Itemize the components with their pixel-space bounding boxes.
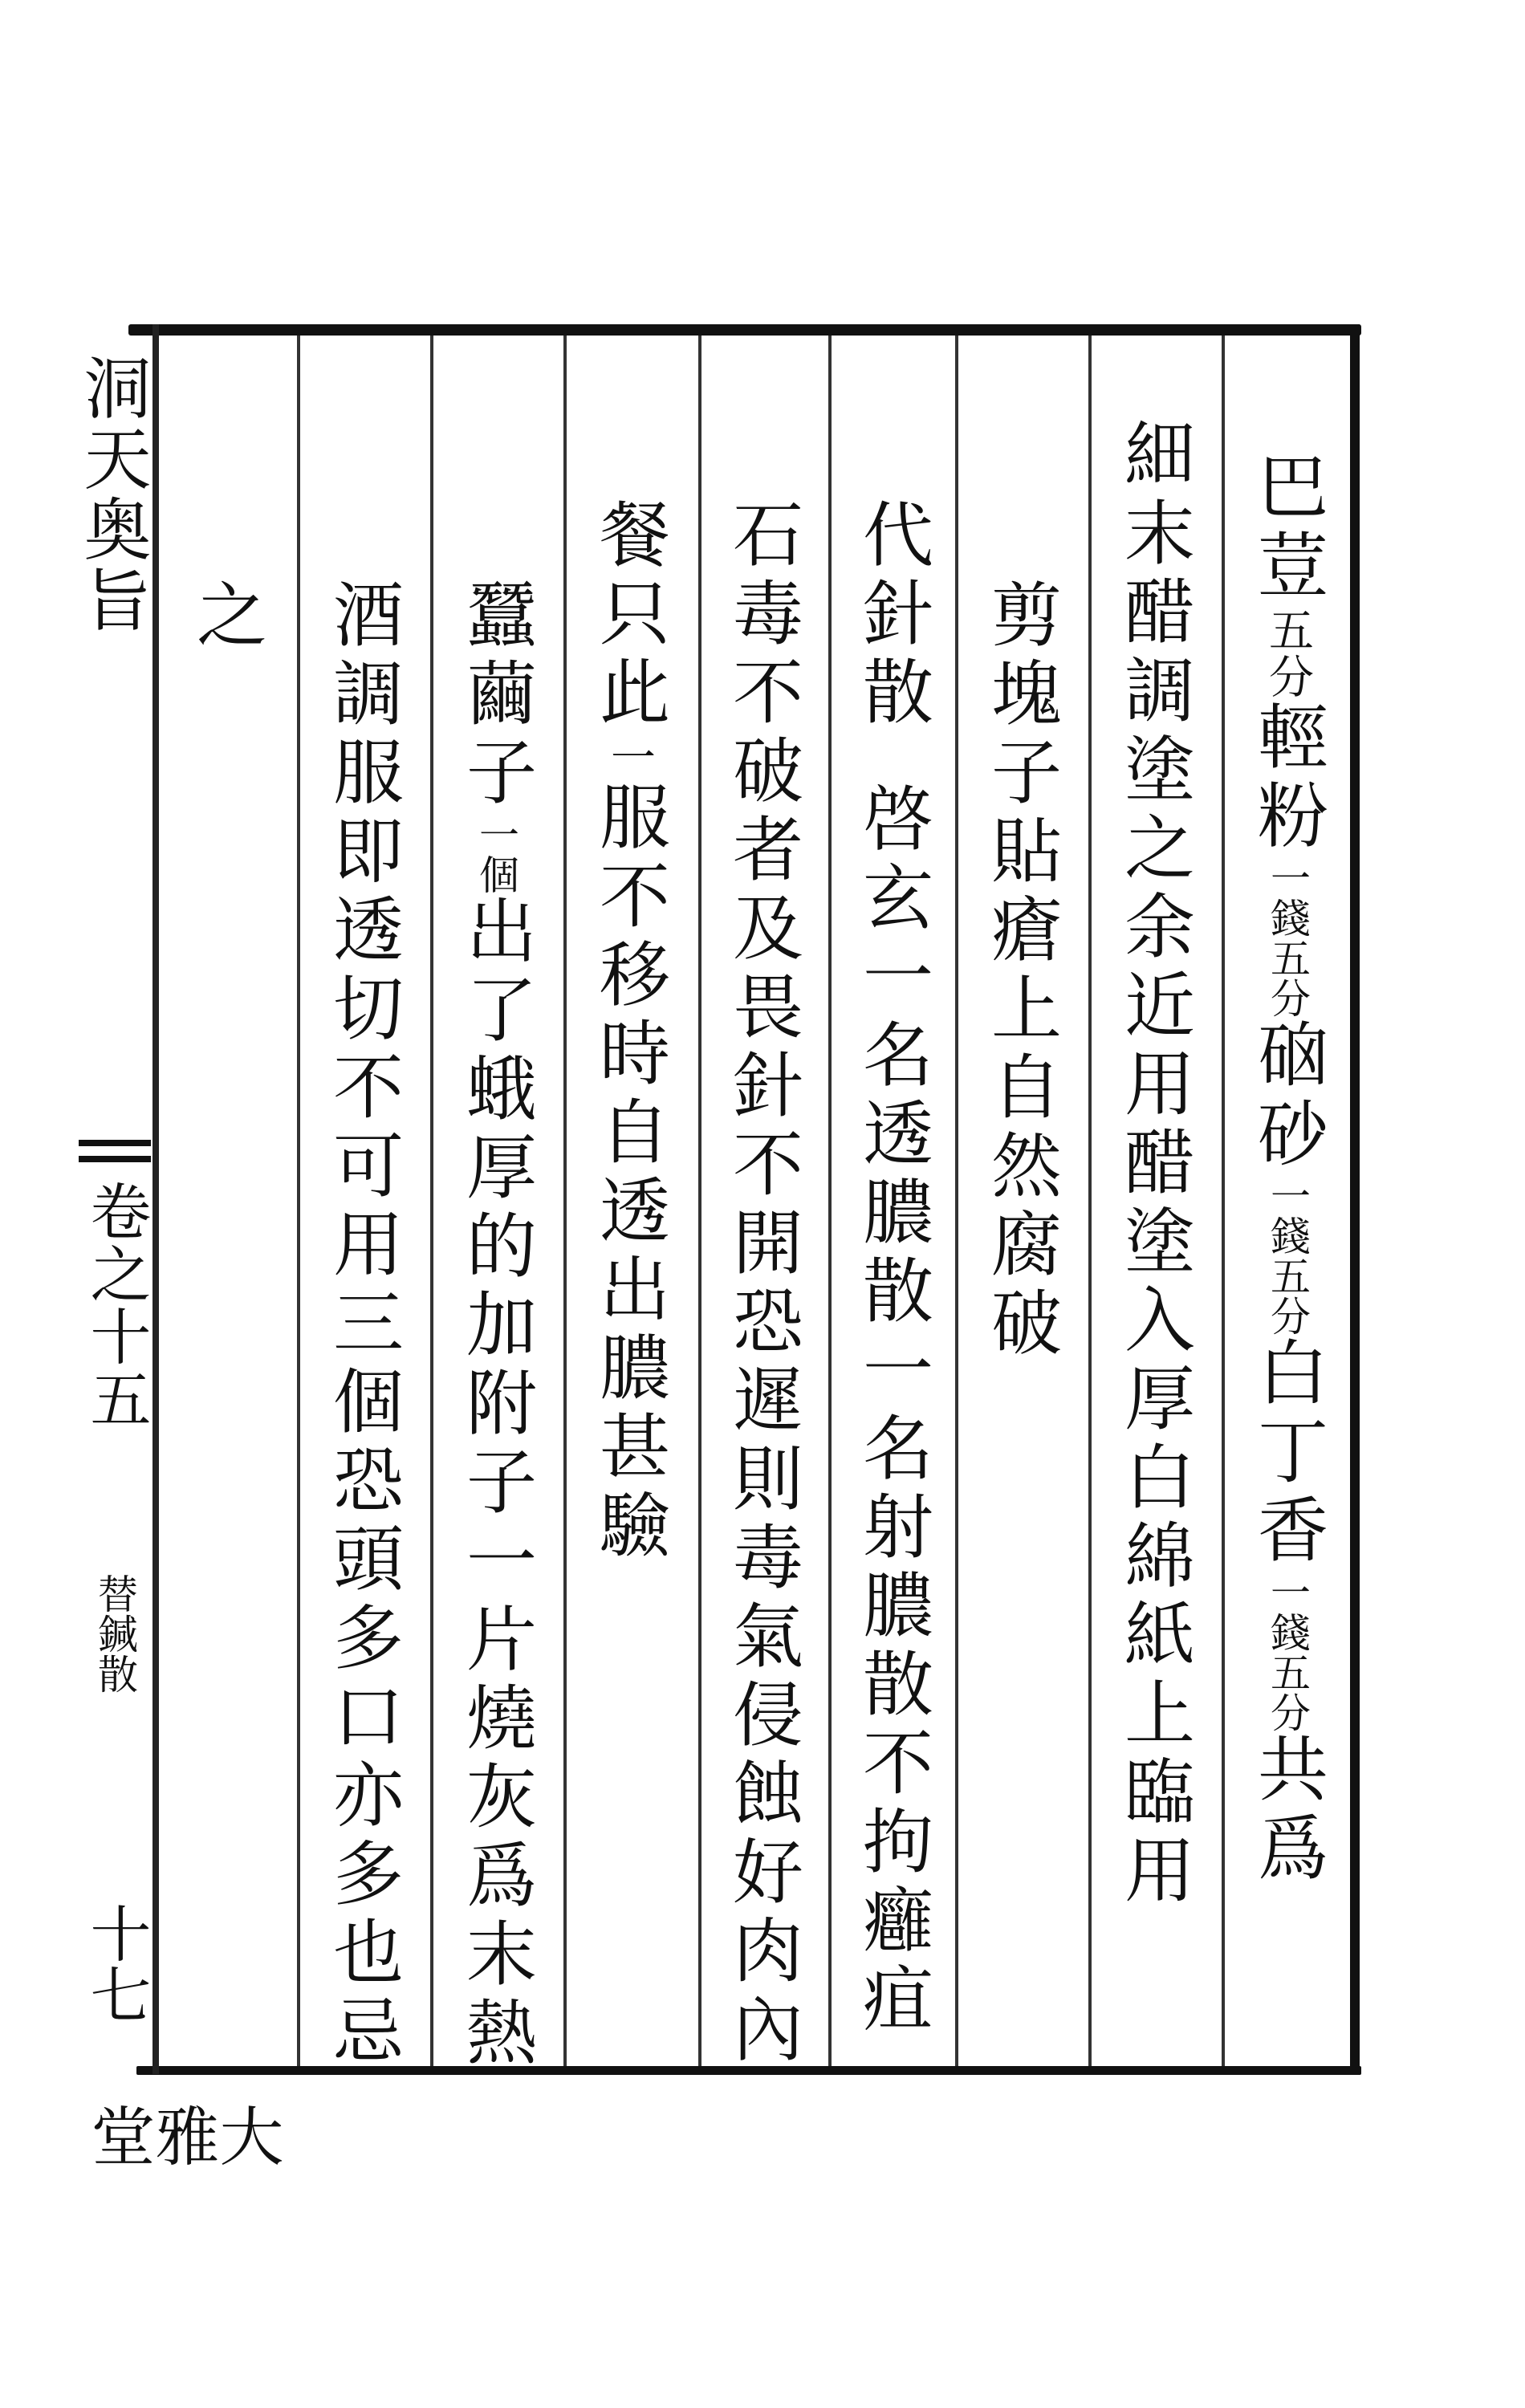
text-column-1 — [1246, 449, 1329, 1889]
text-run: 服不移時自透出膿甚驗 — [588, 780, 671, 1567]
text-column-9: 之 — [185, 578, 268, 657]
text-column-2: 細末醋調塗之余近用醋塗入厚白綿紙上臨用 — [1113, 417, 1196, 1912]
dosage-note: 一錢五分 — [1264, 1572, 1311, 1732]
dosage-note: 一個 — [473, 814, 519, 894]
text-column-3: 剪塊子貼瘡上自然腐破 — [980, 578, 1063, 1365]
section-label: 替鍼散 — [92, 1573, 138, 1694]
column-divider — [430, 336, 433, 2066]
text-run: 共爲 — [1246, 1732, 1329, 1889]
frame-right-line — [1350, 324, 1360, 2074]
frame-top-line — [128, 324, 1361, 336]
dosage-note: 五分 — [1262, 607, 1314, 700]
page-number: 十七 — [80, 1902, 152, 2024]
dosage-note: 一錢五分 — [1264, 1175, 1311, 1336]
book-title: 洞天奥旨 — [73, 353, 152, 636]
column-divider — [1088, 336, 1092, 2066]
ingredient: 輕粉 — [1246, 700, 1329, 857]
column-divider — [698, 336, 702, 2066]
ingredient: 巴荳 — [1246, 449, 1329, 607]
volume-label: 卷之十五 — [80, 1180, 152, 1430]
page-margin-column — [73, 337, 283, 2167]
column-divider — [1222, 336, 1225, 2066]
fishtail-ornament — [79, 1140, 151, 1162]
text-column-7 — [455, 578, 538, 2074]
text-run: 餐只此 — [588, 498, 671, 734]
ingredient: 蠶繭子 — [455, 578, 538, 814]
prescription-title: 代針散 — [852, 498, 934, 734]
column-divider — [828, 336, 832, 2066]
text-run: 啓玄一名透膿散一名射膿散不拘癰疽 — [852, 782, 934, 2040]
ingredient: 白丁香 — [1246, 1336, 1329, 1572]
text-column-5: 石毒不破者及畏針不開恐遲則毒氣侵蝕好肉內 — [722, 498, 804, 2071]
studio-name: 大雅堂 — [80, 2103, 283, 2167]
text-column-8: 酒調服即透切不可用三個恐頭多口亦多也忌 — [322, 578, 405, 2072]
dosage-note: 一錢五分 — [1264, 857, 1311, 1018]
text-run: 出了蛾厚的加附子一片燒灰爲末熱 — [455, 894, 538, 2074]
text-column-6 — [588, 498, 671, 1567]
column-divider — [563, 336, 567, 2066]
ingredient: 硇砂 — [1246, 1018, 1329, 1175]
frame-left-line — [152, 324, 159, 2074]
column-divider — [955, 336, 958, 2066]
text-column-4 — [852, 498, 934, 2040]
column-divider — [297, 336, 300, 2066]
dosage-note: 一 — [604, 734, 656, 780]
